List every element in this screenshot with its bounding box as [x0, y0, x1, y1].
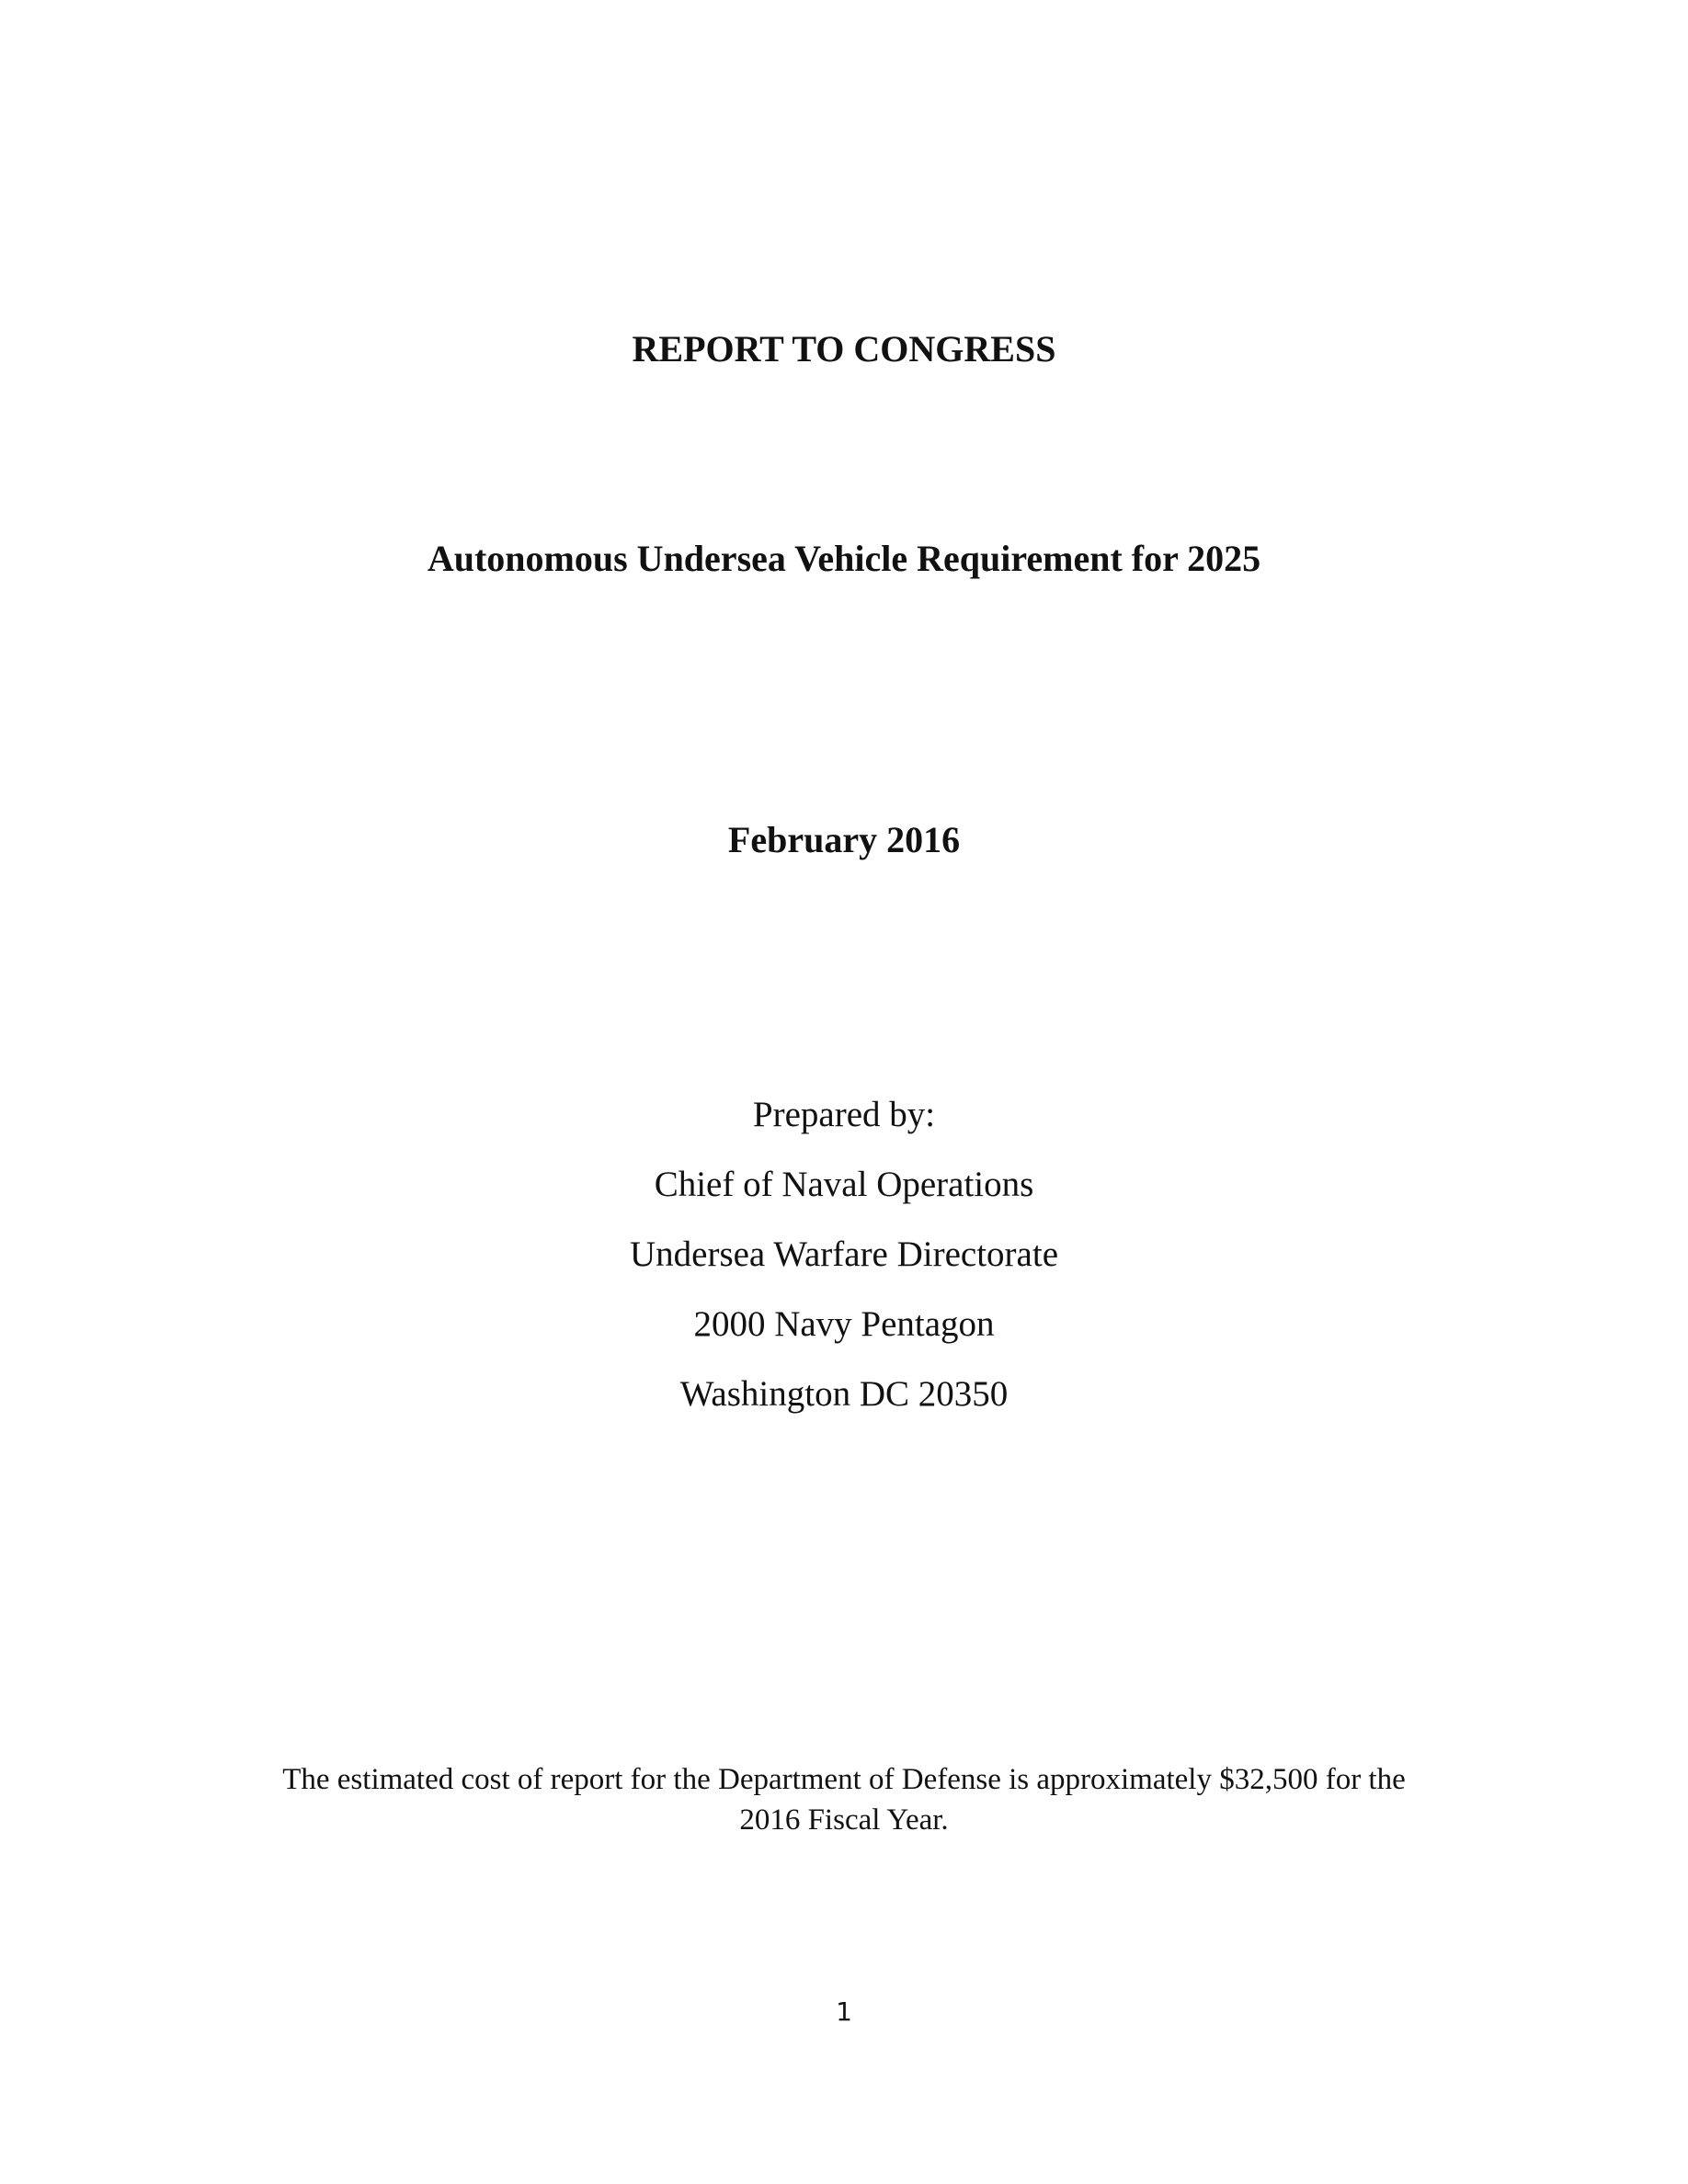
report-title: REPORT TO CONGRESS — [632, 328, 1056, 370]
prepared-by-city: Washington DC 20350 — [679, 1374, 1009, 1414]
prepared-by-address: 2000 Navy Pentagon — [693, 1304, 995, 1344]
prepared-by-directorate: Undersea Warfare Directorate — [629, 1234, 1059, 1274]
report-subtitle: Autonomous Undersea Vehicle Requirement for 2025 — [427, 538, 1261, 579]
report-date: February 2016 — [727, 819, 961, 860]
cost-statement-line-2: 2016 Fiscal Year. — [739, 1803, 949, 1837]
prepared-by-org: Chief of Naval Operations — [654, 1165, 1034, 1204]
page-number: 1 — [836, 1996, 852, 2027]
cost-statement-line-1: The estimated cost of report for the Department of Defense is approximately $32,500 for the — [282, 1763, 1406, 1796]
prepared-by-label: Prepared by: — [752, 1095, 936, 1134]
